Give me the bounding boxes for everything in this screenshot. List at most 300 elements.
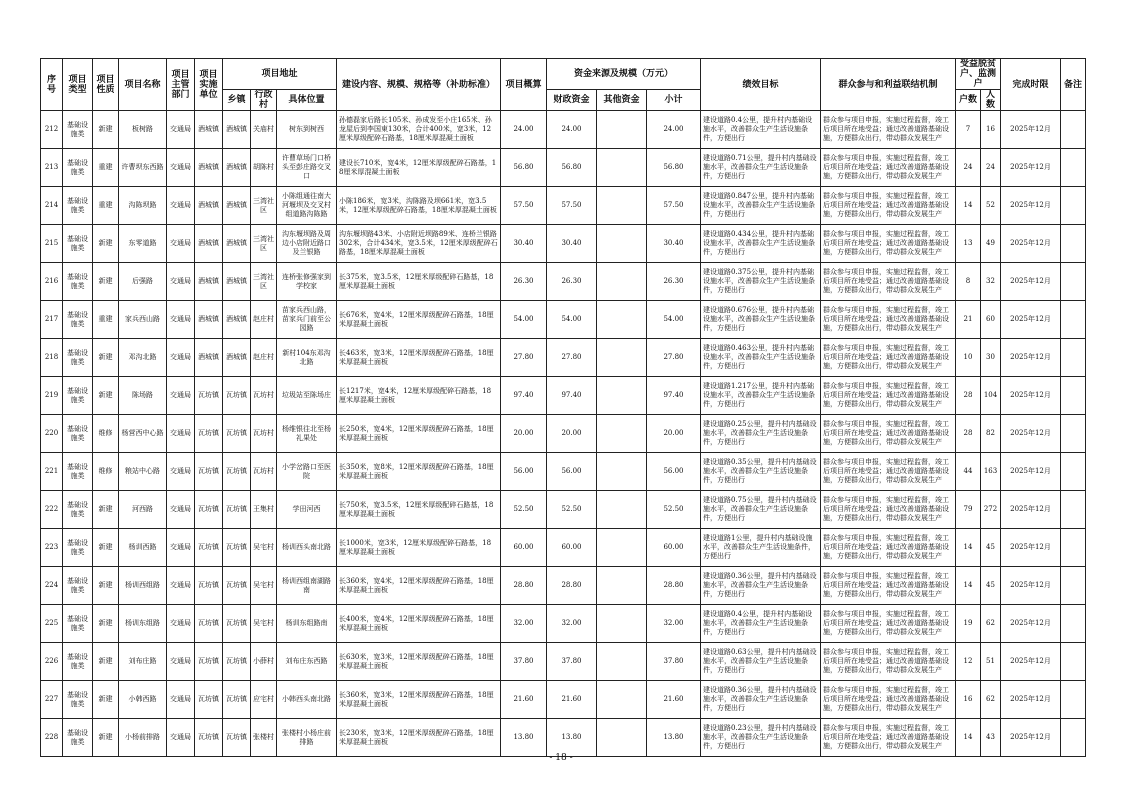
cell-project-nature-text: 新建 — [98, 581, 113, 589]
cell-supervising-dept-text: 交通局 — [170, 277, 191, 285]
cell-benefit-mechanism — [821, 567, 956, 605]
header-performance-goal: 绩效目标 — [701, 59, 821, 111]
cell-project-type — [63, 339, 93, 377]
cell-construction-content — [337, 301, 501, 339]
cell-location — [277, 681, 337, 719]
cell-implementing-unit — [195, 605, 223, 643]
cell-town — [223, 149, 251, 187]
cell-performance-goal-text: 建设道路0.676公里，提升村内基础设施水平，改善群众生产生活设施条件，方便出行 — [703, 306, 815, 332]
cell-project-nature — [93, 491, 119, 529]
cell-implementing-unit-text: 瓦坊镇 — [198, 695, 219, 703]
cell-seq-text: 221 — [44, 467, 59, 475]
cell-construction-content-text: 长630米，宽3米，12厘米厚级配碎石路基，18厘米厚混凝土面板 — [339, 652, 494, 670]
cell-location — [277, 453, 337, 491]
cell-other-funds — [597, 301, 647, 339]
cell-location-text: 垃圾站至陈场庄 — [282, 391, 331, 399]
cell-fiscal-funds — [547, 605, 597, 643]
cell-implementing-unit — [195, 681, 223, 719]
cell-town-text: 瓦坊镇 — [226, 733, 247, 741]
cell-village — [251, 263, 277, 301]
cell-benefit-mechanism-text: 群众参与项目申报，实施过程监督，竣工后项目所在地受益；通过改善道路基础设施，方便群众出行，带动群众发展生产 — [823, 648, 949, 674]
cell-budget-text: 52.50 — [513, 505, 534, 513]
cell-location-text: 张楼村小杨庄前排路 — [282, 728, 331, 746]
cell-budget — [501, 681, 547, 719]
cell-supervising-dept — [167, 605, 195, 643]
cell-remark — [1061, 339, 1086, 377]
cell-construction-content-text: 长676米，宽4米，12厘米厚级配碎石路基，18厘米厚混凝土面板 — [339, 310, 494, 328]
cell-village-text: 赵庄村 — [253, 315, 274, 323]
cell-fiscal-funds-text: 60.00 — [561, 543, 582, 551]
cell-location-text: 学田河西 — [292, 505, 321, 513]
cell-people-text: 52 — [986, 201, 995, 209]
cell-supervising-dept-text: 交通局 — [170, 619, 191, 627]
cell-village — [251, 301, 277, 339]
cell-supervising-dept — [167, 529, 195, 567]
cell-benefit-mechanism — [821, 301, 956, 339]
cell-subtotal — [647, 111, 701, 149]
cell-subtotal-text: 27.80 — [663, 353, 684, 361]
cell-performance-goal — [701, 339, 821, 377]
cell-fiscal-funds-text: 56.80 — [561, 163, 582, 171]
cell-location — [277, 605, 337, 643]
cell-budget — [501, 187, 547, 225]
cell-households — [956, 263, 981, 301]
cell-remark — [1061, 719, 1086, 757]
cell-location-text: 刘布庄东西路 — [285, 657, 328, 665]
cell-subtotal-text: 26.30 — [663, 277, 684, 285]
cell-project-name — [119, 643, 167, 681]
cell-project-nature — [93, 301, 119, 339]
cell-subtotal — [647, 377, 701, 415]
cell-households — [956, 187, 981, 225]
cell-project-type-text: 基础设施类 — [67, 690, 88, 708]
table-row — [41, 529, 1086, 567]
cell-benefit-mechanism-text: 群众参与项目申报，实施过程监督，竣工后项目所在地受益；通过改善道路基础设施，方便群众出行，带动群众发展生产 — [823, 230, 949, 256]
cell-households — [956, 453, 981, 491]
cell-project-nature — [93, 567, 119, 605]
cell-performance-goal-text: 建设道路0.23公里，提升村内基础设施水平，改善群众生产生活设施条件，方便出行 — [703, 724, 817, 750]
header-seq: 序号 — [41, 59, 63, 111]
cell-project-nature — [93, 111, 119, 149]
cell-supervising-dept-text: 交通局 — [170, 239, 191, 247]
cell-town — [223, 643, 251, 681]
cell-project-type-text: 基础设施类 — [67, 120, 88, 138]
cell-implementing-unit-text: 酒城镇 — [198, 353, 219, 361]
cell-seq-text: 223 — [44, 543, 59, 551]
cell-project-nature — [93, 415, 119, 453]
cell-village — [251, 681, 277, 719]
cell-construction-content-text: 沟东堰坝路43米、小店附近坝路89米、连桥兰银路302米，合计434米，宽3.5米，12厘米厚级配碎石路基，18厘米厚混凝土面板 — [339, 230, 498, 256]
cell-budget — [501, 643, 547, 681]
cell-budget-text: 37.80 — [513, 657, 534, 665]
header-other-funds: 其他资金 — [597, 90, 647, 111]
cell-supervising-dept-text: 交通局 — [170, 391, 191, 399]
cell-project-name-text: 许曹坝东西路 — [121, 163, 164, 171]
cell-people — [981, 301, 1001, 339]
cell-budget-text: 26.30 — [513, 277, 534, 285]
cell-project-type — [63, 149, 93, 187]
cell-other-funds — [597, 149, 647, 187]
header-subtotal: 小计 — [647, 90, 701, 111]
cell-people — [981, 643, 1001, 681]
cell-fiscal-funds-text: 24.00 — [561, 125, 582, 133]
cell-project-nature-text: 重建 — [98, 163, 113, 171]
cell-fiscal-funds — [547, 111, 597, 149]
cell-construction-content — [337, 605, 501, 643]
cell-project-name — [119, 263, 167, 301]
cell-fiscal-funds-text: 56.00 — [561, 467, 582, 475]
cell-budget — [501, 111, 547, 149]
cell-people — [981, 339, 1001, 377]
cell-deadline — [1001, 339, 1061, 377]
page-number: - 18 - — [549, 753, 573, 763]
cell-subtotal — [647, 529, 701, 567]
cell-performance-goal-text: 建设道路0.25公里，提升村内基础设施水平，改善群众生产生活设施条件，方便出行 — [703, 420, 817, 446]
cell-construction-content-text: 长360米，宽4米，12厘米厚级配碎石路基，18厘米厚混凝土面板 — [339, 576, 494, 594]
table-row — [41, 453, 1086, 491]
cell-people — [981, 377, 1001, 415]
cell-supervising-dept — [167, 377, 195, 415]
cell-village-text: 瓦坊村 — [253, 429, 274, 437]
cell-fiscal-funds-text: 27.80 — [561, 353, 582, 361]
cell-construction-content — [337, 491, 501, 529]
cell-location — [277, 225, 337, 263]
cell-seq-text: 216 — [44, 277, 59, 285]
cell-construction-content — [337, 225, 501, 263]
cell-location — [277, 301, 337, 339]
cell-benefit-mechanism — [821, 263, 956, 301]
cell-project-nature — [93, 339, 119, 377]
cell-seq — [41, 681, 63, 719]
cell-other-funds — [597, 643, 647, 681]
cell-deadline-text: 2025年12月 — [1010, 695, 1051, 703]
cell-project-name-text: 小杨前排路 — [125, 733, 160, 741]
cell-project-name-text: 刘布庄路 — [128, 657, 157, 665]
cell-other-funds — [597, 415, 647, 453]
cell-seq — [41, 301, 63, 339]
cell-budget — [501, 415, 547, 453]
cell-project-nature-text: 新建 — [98, 353, 113, 361]
cell-benefit-mechanism-text: 群众参与项目申报，实施过程监督，竣工后项目所在地受益；通过改善道路基础设施，方便群众出行，带动群众发展生产 — [823, 686, 949, 712]
cell-performance-goal-text: 建设道路0.36公里，提升村内基础设施水平，改善群众生产生活设施条件，方便出行 — [703, 686, 817, 712]
cell-project-name — [119, 605, 167, 643]
cell-supervising-dept — [167, 453, 195, 491]
cell-construction-content-text: 长350米，宽8米，12厘米厚级配碎石路基，18厘米厚混凝土面板 — [339, 462, 494, 480]
cell-fiscal-funds — [547, 719, 597, 757]
cell-town-text: 瓦坊镇 — [226, 695, 247, 703]
cell-budget-text: 20.00 — [513, 429, 534, 437]
cell-supervising-dept — [167, 111, 195, 149]
cell-village — [251, 225, 277, 263]
cell-households — [956, 567, 981, 605]
cell-deadline — [1001, 567, 1061, 605]
table-row — [41, 225, 1086, 263]
cell-implementing-unit — [195, 149, 223, 187]
cell-seq — [41, 263, 63, 301]
cell-location-text: 小学岔路口至医院 — [282, 462, 331, 480]
cell-project-nature — [93, 149, 119, 187]
cell-town-text: 瓦坊镇 — [226, 429, 247, 437]
cell-project-nature — [93, 643, 119, 681]
table-row — [41, 415, 1086, 453]
cell-subtotal-text: 21.60 — [663, 695, 684, 703]
cell-benefit-mechanism-text: 群众参与项目申报，实施过程监督，竣工后项目所在地受益；通过改善道路基础设施，方便群众出行，带动群众发展生产 — [823, 154, 949, 180]
cell-people — [981, 225, 1001, 263]
cell-implementing-unit — [195, 377, 223, 415]
cell-people-text: 45 — [986, 581, 995, 589]
cell-implementing-unit — [195, 301, 223, 339]
cell-performance-goal — [701, 719, 821, 757]
cell-location — [277, 111, 337, 149]
cell-project-nature-text: 新建 — [98, 733, 113, 741]
cell-implementing-unit — [195, 567, 223, 605]
cell-households-text: 21 — [963, 315, 973, 323]
table-row — [41, 339, 1086, 377]
cell-project-name — [119, 111, 167, 149]
header-project-name: 项目名称 — [119, 59, 167, 111]
cell-subtotal — [647, 263, 701, 301]
cell-other-funds — [597, 263, 647, 301]
cell-town — [223, 681, 251, 719]
cell-subtotal — [647, 225, 701, 263]
cell-deadline-text: 2025年12月 — [1010, 429, 1051, 437]
cell-project-type — [63, 719, 93, 757]
cell-construction-content — [337, 149, 501, 187]
cell-people — [981, 415, 1001, 453]
cell-town-text: 酒城镇 — [226, 201, 247, 209]
cell-implementing-unit — [195, 453, 223, 491]
cell-project-name — [119, 529, 167, 567]
cell-town-text: 瓦坊镇 — [226, 543, 247, 551]
cell-construction-content-text: 长463米，宽3米，12厘米厚级配碎石路基，18厘米厚混凝土面板 — [339, 348, 494, 366]
cell-performance-goal-text: 建设道路0.35公里，提升村内基础设施水平，改善群众生产生活设施条件，方便出行 — [703, 458, 817, 484]
cell-village — [251, 605, 277, 643]
cell-benefit-mechanism — [821, 149, 956, 187]
header-location: 具体位置 — [277, 90, 337, 111]
cell-deadline — [1001, 491, 1061, 529]
cell-subtotal-text: 32.00 — [663, 619, 684, 627]
cell-budget-text: 60.00 — [513, 543, 534, 551]
cell-households — [956, 339, 981, 377]
cell-supervising-dept-text: 交通局 — [170, 467, 191, 475]
cell-village — [251, 377, 277, 415]
cell-subtotal-text: 54.00 — [663, 315, 684, 323]
cell-benefit-mechanism — [821, 681, 956, 719]
cell-implementing-unit — [195, 719, 223, 757]
cell-project-nature-text: 新建 — [98, 277, 113, 285]
cell-performance-goal — [701, 529, 821, 567]
cell-performance-goal-text: 建设道路1公里，提升村内基础设施水平，改善群众生产生活设施条件，方便出行 — [703, 534, 815, 560]
cell-supervising-dept-text: 交通局 — [170, 657, 191, 665]
header-funding-source: 资金来源及规模（万元） — [547, 59, 701, 90]
cell-supervising-dept-text: 交通局 — [170, 581, 191, 589]
cell-town — [223, 567, 251, 605]
cell-people-text: 62 — [986, 695, 995, 703]
cell-fiscal-funds-text: 37.80 — [561, 657, 582, 665]
cell-performance-goal-text: 建设道路0.36公里，提升村内基础设施水平，改善群众生产生活设施条件，方便出行 — [703, 572, 817, 598]
cell-deadline-text: 2025年12月 — [1010, 505, 1051, 513]
cell-project-name — [119, 453, 167, 491]
cell-implementing-unit — [195, 111, 223, 149]
cell-village — [251, 491, 277, 529]
cell-benefit-mechanism — [821, 415, 956, 453]
cell-remark — [1061, 529, 1086, 567]
cell-location — [277, 339, 337, 377]
cell-fiscal-funds-text: 28.80 — [561, 581, 582, 589]
cell-implementing-unit-text: 酒城镇 — [198, 163, 219, 171]
cell-other-funds — [597, 605, 647, 643]
cell-construction-content — [337, 529, 501, 567]
cell-seq-text: 213 — [44, 163, 59, 171]
cell-budget-text: 21.60 — [513, 695, 534, 703]
cell-fiscal-funds — [547, 225, 597, 263]
cell-project-type-text: 基础设施类 — [67, 576, 88, 594]
cell-implementing-unit — [195, 187, 223, 225]
cell-supervising-dept — [167, 719, 195, 757]
cell-supervising-dept — [167, 681, 195, 719]
cell-village-text: 张楼村 — [253, 733, 274, 741]
cell-subtotal — [647, 301, 701, 339]
cell-project-type — [63, 529, 93, 567]
cell-households — [956, 681, 981, 719]
cell-seq — [41, 225, 63, 263]
cell-other-funds — [597, 567, 647, 605]
cell-seq-text: 225 — [44, 619, 59, 627]
cell-project-type — [63, 643, 93, 681]
cell-budget — [501, 719, 547, 757]
header-beneficiaries: 受益脱贫户、监测户 — [956, 59, 1001, 90]
cell-supervising-dept-text: 交通局 — [170, 429, 191, 437]
cell-deadline — [1001, 453, 1061, 491]
cell-performance-goal — [701, 453, 821, 491]
cell-project-type — [63, 567, 93, 605]
cell-supervising-dept-text: 交通局 — [170, 315, 191, 323]
cell-project-name-text: 东零道路 — [128, 239, 157, 247]
cell-project-type — [63, 301, 93, 339]
cell-project-name-text: 家兵西山路 — [125, 315, 160, 323]
cell-subtotal — [647, 415, 701, 453]
cell-project-name-text: 后强路 — [132, 277, 153, 285]
cell-implementing-unit-text: 瓦坊镇 — [198, 657, 219, 665]
cell-households — [956, 719, 981, 757]
cell-implementing-unit-text: 瓦坊镇 — [198, 467, 219, 475]
cell-village-text: 三湾社区 — [253, 272, 274, 290]
table-row — [41, 643, 1086, 681]
cell-households-text: 79 — [963, 505, 973, 513]
cell-implementing-unit-text: 瓦坊镇 — [198, 543, 219, 551]
cell-benefit-mechanism — [821, 529, 956, 567]
cell-village — [251, 529, 277, 567]
cell-subtotal — [647, 339, 701, 377]
cell-construction-content-text: 长400米，宽4米，12厘米厚级配碎石路基，18厘米厚混凝土面板 — [339, 614, 494, 632]
cell-construction-content — [337, 719, 501, 757]
cell-deadline-text: 2025年12月 — [1010, 619, 1051, 627]
cell-implementing-unit — [195, 225, 223, 263]
cell-households-text: 7 — [965, 125, 971, 133]
cell-implementing-unit — [195, 415, 223, 453]
cell-deadline-text: 2025年12月 — [1010, 201, 1051, 209]
cell-implementing-unit-text: 酒城镇 — [198, 315, 219, 323]
cell-project-nature — [93, 453, 119, 491]
cell-benefit-mechanism-text: 群众参与项目申报，实施过程监督，竣工后项目所在地受益；通过改善道路基础设施，方便群众出行，带动群众发展生产 — [823, 268, 949, 294]
cell-project-type-text: 基础设施类 — [67, 158, 88, 176]
cell-performance-goal-text: 建设道路0.434公里，提升村内基础设施水平，改善群众生产生活设施条件，方便出行 — [703, 230, 815, 256]
cell-people-text: 30 — [986, 353, 995, 361]
cell-project-type — [63, 263, 93, 301]
cell-budget — [501, 263, 547, 301]
cell-location-text: 苗家兵西山路，苗家兵门前至公园路 — [282, 306, 331, 332]
cell-households-text: 8 — [965, 277, 971, 285]
cell-project-name — [119, 187, 167, 225]
cell-implementing-unit-text: 瓦坊镇 — [198, 581, 219, 589]
cell-households-text: 19 — [963, 619, 973, 627]
cell-village — [251, 339, 277, 377]
cell-project-type-text: 基础设施类 — [67, 538, 88, 556]
cell-people-text: 60 — [986, 315, 995, 323]
cell-people-text: 49 — [986, 239, 995, 247]
cell-seq-text: 212 — [44, 125, 59, 133]
cell-households — [956, 111, 981, 149]
cell-project-nature-text: 维修 — [98, 467, 113, 475]
cell-implementing-unit-text: 瓦坊镇 — [198, 391, 219, 399]
table-row — [41, 491, 1086, 529]
cell-location-text: 杨训西组南湖路南 — [282, 576, 331, 594]
cell-implementing-unit-text: 瓦坊镇 — [198, 429, 219, 437]
cell-deadline — [1001, 529, 1061, 567]
cell-benefit-mechanism-text: 群众参与项目申报，实施过程监督，竣工后项目所在地受益；通过改善道路基础设施，方便群众出行，带动群众发展生产 — [823, 192, 949, 218]
cell-subtotal-text: 20.00 — [663, 429, 684, 437]
cell-seq — [41, 187, 63, 225]
cell-construction-content-text: 长750米，宽3.5米，12厘米厚级配碎石路基，18厘米厚混凝土面板 — [339, 500, 494, 518]
cell-other-funds — [597, 529, 647, 567]
cell-other-funds — [597, 453, 647, 491]
cell-location — [277, 529, 337, 567]
cell-project-name-text: 陈场路 — [132, 391, 153, 399]
cell-project-nature — [93, 377, 119, 415]
cell-people-text: 32 — [986, 277, 995, 285]
cell-town-text: 酒城镇 — [226, 239, 247, 247]
cell-deadline-text: 2025年12月 — [1010, 657, 1051, 665]
cell-subtotal — [647, 605, 701, 643]
cell-deadline — [1001, 377, 1061, 415]
cell-subtotal-text: 30.40 — [663, 239, 684, 247]
cell-project-nature — [93, 681, 119, 719]
cell-fiscal-funds — [547, 567, 597, 605]
cell-subtotal-text: 60.00 — [663, 543, 684, 551]
cell-supervising-dept — [167, 263, 195, 301]
header-deadline: 完成时限 — [1001, 59, 1061, 111]
cell-deadline-text: 2025年12月 — [1010, 733, 1051, 741]
cell-benefit-mechanism-text: 群众参与项目申报，实施过程监督，竣工后项目所在地受益；通过改善道路基础设施，方便群众出行，带动群众发展生产 — [823, 458, 949, 484]
cell-construction-content — [337, 681, 501, 719]
cell-benefit-mechanism-text: 群众参与项目申报，实施过程监督，竣工后项目所在地受益；通过改善道路基础设施，方便群众出行，带动群众发展生产 — [823, 610, 949, 636]
cell-benefit-mechanism-text: 群众参与项目申报，实施过程监督，竣工后项目所在地受益；通过改善道路基础设施，方便群众出行，带动群众发展生产 — [823, 420, 949, 446]
cell-construction-content — [337, 187, 501, 225]
cell-project-type-text: 基础设施类 — [67, 462, 88, 480]
cell-construction-content — [337, 567, 501, 605]
cell-location-text: 树东到树西 — [289, 125, 324, 133]
header-project-address: 项目地址 — [223, 59, 337, 90]
cell-seq-text: 226 — [44, 657, 59, 665]
cell-benefit-mechanism-text: 群众参与项目申报，实施过程监督，竣工后项目所在地受益；通过改善道路基础设施，方便群众出行，带动群众发展生产 — [823, 344, 949, 370]
cell-implementing-unit — [195, 263, 223, 301]
table-row — [41, 681, 1086, 719]
cell-budget-text: 24.00 — [513, 125, 534, 133]
cell-project-type-text: 基础设施类 — [67, 652, 88, 670]
table-row — [41, 719, 1086, 757]
cell-construction-content-text: 长1217米，宽4米，12厘米厚级配碎石路基，18厘米厚混凝土面板 — [339, 386, 492, 404]
cell-performance-goal — [701, 491, 821, 529]
